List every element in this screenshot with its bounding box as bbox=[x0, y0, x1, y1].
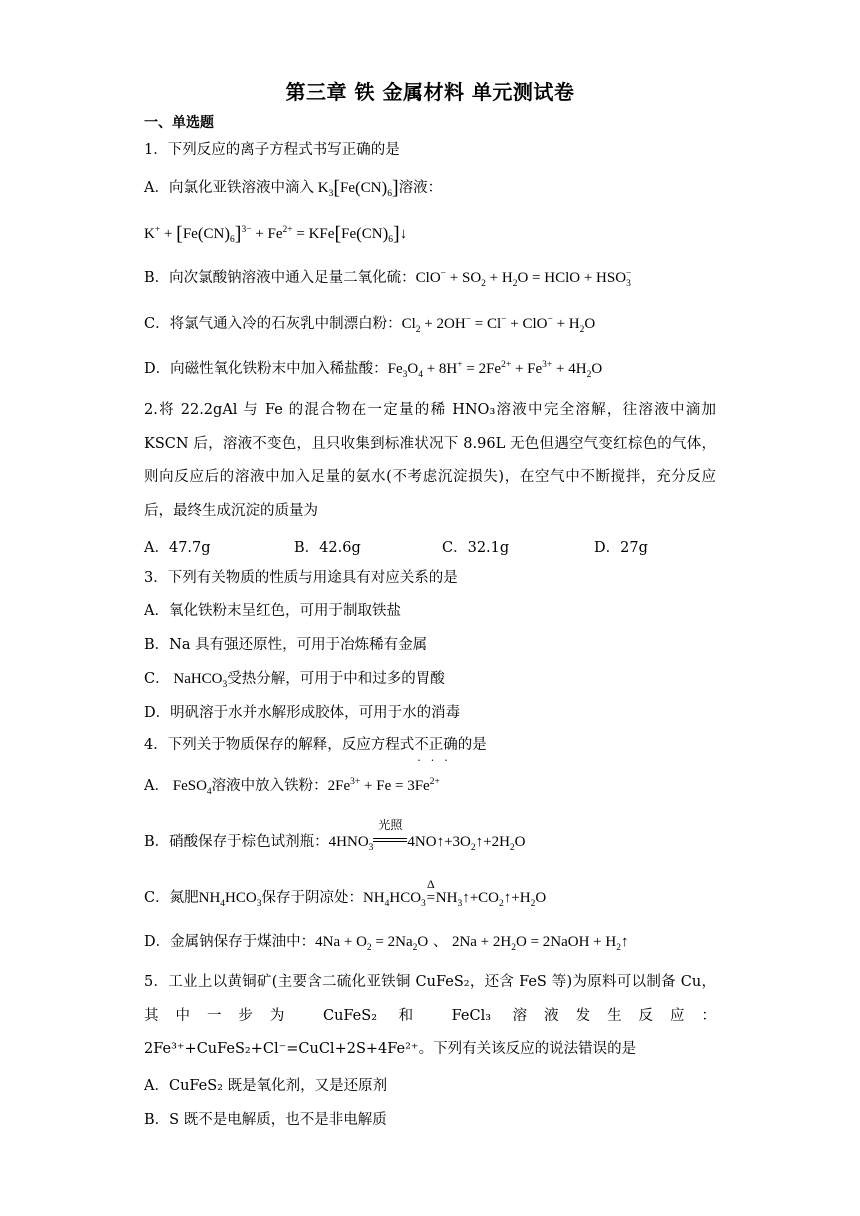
question-2-option-b: B．42.6g bbox=[294, 540, 361, 556]
question-1-option-c: C．将氯气通入冷的石灰乳中制漂白粉：$Cl_2 + 2OH^- = Cl^- + ClO^- + H_2O$ bbox=[144, 315, 596, 335]
question-4-option-c: C．氮肥$NH_4HCO_3$保存于阴凉处：$NH_4HCO_3$ Δ $=NH_3↑+CO_2↑+H_2O$ bbox=[144, 877, 547, 909]
question-4-stem: 4．下列关于物质保存的解释，反应方程式不正确 ··· 的是 bbox=[144, 737, 487, 767]
question-2-option-a: A．47.7g bbox=[144, 540, 211, 556]
question-2-option-d: D．27g bbox=[594, 540, 648, 556]
question-3-option-a: A．氧化铁粉末呈红色，可用于制取铁盐 bbox=[144, 603, 401, 619]
question-4-option-d: D．金属钠保存于煤油中：$4Na + O_2 = 2Na_2O$ 、 $2Na + 2H_2O$ = 2NaOH + $H_2↑$ bbox=[144, 934, 629, 953]
question-5-stem: 5．工业上以黄铜矿(主要含二硫化亚铁铜 CuFeS₂，还含 FeS 等)为原料可以制备 Cu，其中一步为 CuFeS₂ 和 FeCl₃ 溶液发生反应：2Fe³⁺+CuFeS₂+Cl⁻=CuCl+2S+4Fe²⁺。下列有关该反应的说法错误的是 bbox=[144, 974, 716, 1057]
question-1-option-a-equation: $K^+ + [Fe(CN)_6]^{3-} + Fe^{2+}$ = $KFe[Fe(CN)_6]↓$ bbox=[144, 223, 408, 245]
question-1-option-d: D．向磁性氧化铁粉末中加入稀盐酸：$Fe_3O_4 + 8H^+ = 2Fe^{2+} + Fe^{3+} + 4H_2O$ bbox=[144, 360, 603, 380]
question-3-option-b: B．Na 具有强还原性，可用于冶炼稀有金属 bbox=[144, 637, 428, 653]
question-4-option-a: A． FeSO$_4$溶液中放入铁粉：$2Fe^{3+} + Fe = 3Fe^{2+}$ bbox=[144, 777, 440, 797]
question-3-stem: 3．下列有关物质的性质与用途具有对应关系的是 bbox=[144, 570, 458, 586]
question-1-stem: 1．下列反应的离子方程式书写正确的是 bbox=[144, 142, 400, 158]
section-heading: 一、单选题 bbox=[144, 115, 214, 131]
question-4-option-b: B．硝酸保存于棕色试剂瓶：$4HNO_3$ 光照 $4NO↑+3O_2↑+2H_2O$ bbox=[144, 818, 526, 853]
page-title: 第三章 铁 金属材料 单元测试卷 bbox=[285, 80, 575, 104]
question-5-option-a: A．CuFeS₂ 既是氧化剂，又是还原剂 bbox=[144, 1078, 388, 1094]
emphasis-not-correct: 不正确 ··· bbox=[414, 737, 458, 767]
question-1-option-a: A．向氯化亚铁溶液中滴入 $K_3[Fe(CN)_6]$溶液： bbox=[144, 177, 443, 199]
question-3-option-d: D．明矾溶于水并水解形成胶体，可用于水的消毒 bbox=[144, 705, 461, 721]
question-1-option-b: B．向次氯酸钠溶液中通入足量二氧化硫：$ClO^- + SO_2 + H_2O$ = HClO + $HSO_3^-$ bbox=[144, 269, 632, 289]
question-2-stem: 2.将 22.2gAl 与 Fe 的混合物在一定量的稀 HNO₃溶液中完全溶解，往溶液中滴加 KSCN 后，溶液不变色，且只收集到标准状况下 8.96L 无色但遇空气变红棕色的气体，则向反应后的溶液中加入足量的氨水(不考虑沉淀损失)，在空气中不断搅拌，充分反应后，最终生成沉淀的质量为 bbox=[144, 402, 716, 519]
question-5-option-b: B．S 既不是电解质，也不是非电解质 bbox=[144, 1112, 387, 1128]
question-3-option-c: C． NaHCO$_3$受热分解，可用于中和过多的胃酸 bbox=[144, 671, 445, 690]
question-2-option-c: C．32.1g bbox=[442, 540, 510, 556]
